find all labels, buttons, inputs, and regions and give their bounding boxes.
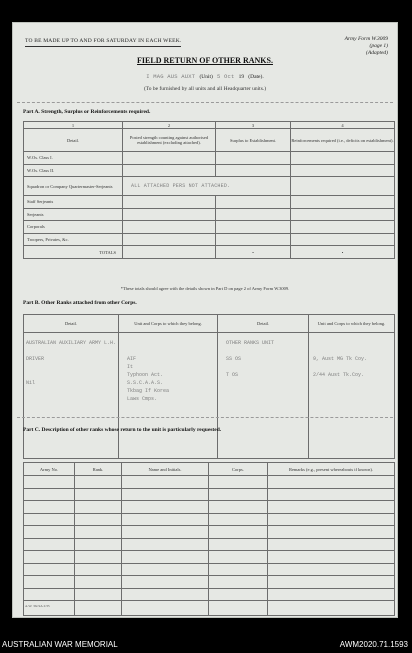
col-number: 2 (123, 122, 216, 129)
col-header-rank: Rank. (75, 463, 122, 476)
weekly-instruction: TO BE MADE UP TO AND FOR SATURDAY IN EACH WEEK. (25, 38, 182, 44)
army-form-page: (page 1) (369, 43, 388, 49)
col-number: 1 (24, 122, 123, 129)
part-b-title: Part B. Other Ranks attached from other Corps. (23, 300, 137, 306)
col-header-unit-corps: Unit and Corps to which they belong. (119, 315, 218, 333)
date-typed: 5 Oct (217, 73, 235, 80)
row-label: Serjeants (24, 208, 123, 221)
col-header-posted-strength: Posted strength counting against authorised establishment (excluding attached). (123, 129, 216, 152)
furnished-note: (To be furnished by all units and all Headquarter units.) (143, 86, 267, 92)
typed-detail-1: AUSTRALIAN AUXILIARY ARMY L.H. DRIVER Nil (24, 333, 119, 459)
army-form-adapted: (Adapted) (366, 50, 388, 56)
form-title: FIELD RETURN OF OTHER RANKS. (137, 56, 273, 65)
date-label: (Date). (248, 74, 264, 80)
col-header-remarks: Remarks (e.g., present whereabouts if known). (268, 463, 395, 476)
row-label: W.Os. Class II. (24, 164, 123, 177)
army-form-id (345, 36, 388, 57)
part-a-table (23, 121, 395, 259)
print-code: A.W. 3ht 9A 2/35 (25, 604, 50, 608)
col-header-detail: Detail. (24, 315, 119, 333)
footer-institution: AUSTRALIAN WAR MEMORIAL (2, 640, 118, 649)
typed-unit-corps-1: AIF It Typhoon Act. S.S.C.A.A.S. Tkbag If Korea Laws Cmps. (119, 333, 218, 459)
army-form-number: Army Form W.3009 (344, 36, 388, 42)
row-label: Staff Serjeants (24, 196, 123, 209)
col-header-army-no: Army No. (24, 463, 75, 476)
typed-unit-corps-2: 9, Aust MG Tk Coy. 2/44 Aust Tk.Coy. (309, 333, 395, 459)
totals-label: TOTALS (24, 246, 123, 259)
footer-accession-number: AWM2020.71.1593 (339, 640, 408, 649)
part-b-table (23, 314, 395, 459)
col-header-name: Name and Initials. (122, 463, 209, 476)
part-c-title: Part C. Description of other ranks whose return to the unit is particularly requested. (23, 427, 222, 433)
col-header-reinforcements: Reinforcements required (i.e., deficits on establishment). (291, 129, 395, 152)
section-divider (17, 102, 393, 103)
row-label: W.Os. Class I. (24, 152, 123, 165)
totals-mark: • (216, 246, 291, 259)
row-label: Troopers, Privates, &c. (24, 233, 123, 246)
unit-typed: I MAG AUS AUXT (146, 73, 196, 80)
part-a-title: Part A. Strength, Surplus or Reinforcements required. (23, 109, 151, 115)
col-number: 4 (291, 122, 395, 129)
col-header-detail: Detail. (24, 129, 123, 152)
row-label: Corporals (24, 221, 123, 234)
col-number: 3 (216, 122, 291, 129)
part-a-footnote: *These totals should agree with the details shown in Part D on page 2 of Army Form W.3009. (120, 286, 290, 291)
col-header-surplus: Surplus to Establishment. (216, 129, 291, 152)
unit-date-line (12, 73, 398, 80)
year-label: 19 (238, 74, 245, 80)
typed-note: ALL ATTACHED PERS NOT ATTACHED. (123, 177, 291, 196)
section-divider (17, 417, 393, 418)
col-header-detail: Detail. (218, 315, 309, 333)
part-c-table (23, 462, 395, 616)
col-header-corps: Corps. (209, 463, 268, 476)
typed-detail-2: OTHER RANKS UNIT SS OS T OS (218, 333, 309, 459)
form-sheet (12, 22, 398, 618)
unit-label: (Unit) (199, 74, 213, 80)
col-header-unit-corps: Unit and Corps to which they belong. (309, 315, 395, 333)
row-label: Squadron or Company Quartermaster-Serjeants (24, 177, 123, 196)
totals-mark: • (291, 246, 395, 259)
